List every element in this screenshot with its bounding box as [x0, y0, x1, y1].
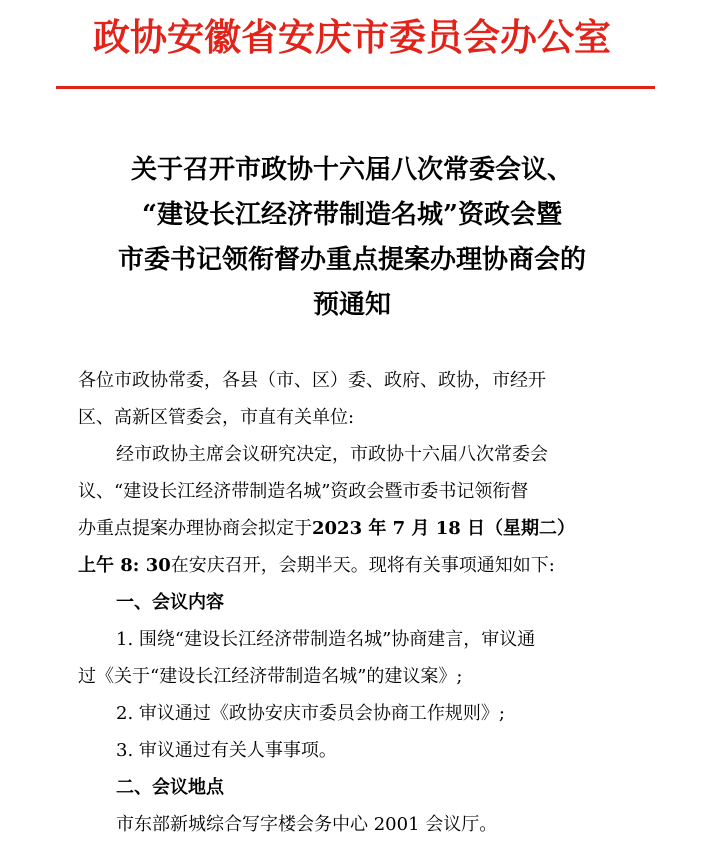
title-line-1: 关于召开市政协十六届八次常委会议、: [130, 155, 573, 185]
section-heading-content: 一、会议内容: [116, 592, 224, 613]
content-item-3: 3. 审议通过有关人事事项。: [116, 740, 337, 761]
red-divider-line: [56, 86, 655, 89]
title-line-3: 市委书记领衔督办重点提案办理协商会的: [117, 245, 586, 275]
notice-title: [60, 148, 644, 328]
paragraph-1-line-2: 议、“建设长江经济带制造名城”资政会暨市委书记领衔督: [78, 481, 529, 502]
paragraph-1-line-1: 经市政协主席会议研究决定，市政协十六届八次常委会: [116, 444, 548, 465]
paragraph-1-line-3: [78, 510, 638, 547]
meeting-time: 上午 8: 30: [78, 555, 171, 576]
notice-body: [78, 362, 638, 843]
salutation-line-2: 区、高新区管委会，市直有关单位:: [78, 407, 355, 428]
paragraph-1-line-4: [78, 547, 638, 584]
paragraph-1-line-3-text: 办重点提案办理协商会拟定于: [78, 518, 312, 539]
content-item-2: 2. 审议通过《政协安庆市委员会协商工作规则》;: [116, 703, 505, 724]
content-item-1-line-2: 过《关于“建设长江经济带制造名城”的建议案》;: [78, 666, 463, 687]
section-heading-location: 二、会议地点: [116, 777, 224, 798]
title-line-4: 预通知: [312, 290, 391, 320]
meeting-location: 市东部新城综合写字楼会务中心 2001 会议厅。: [116, 814, 498, 835]
issuing-org-header: 政协安徽省安庆市委员会办公室: [93, 16, 611, 59]
title-line-2: “建设长江经济带制造名城”资政会暨: [142, 200, 562, 230]
salutation-line-1: 各位市政协常委，各县（市、区）委、政府、政协，市经开: [78, 370, 546, 391]
paragraph-1-line-4-text: 在安庆召开，会期半天。现将有关事项通知如下:: [170, 555, 555, 576]
meeting-date: 2023 年 7 月 18 日（星期二）: [312, 518, 576, 539]
content-item-1-line-1: 1. 围绕“建设长江经济带制造名城”协商建言，审议通: [116, 629, 536, 650]
